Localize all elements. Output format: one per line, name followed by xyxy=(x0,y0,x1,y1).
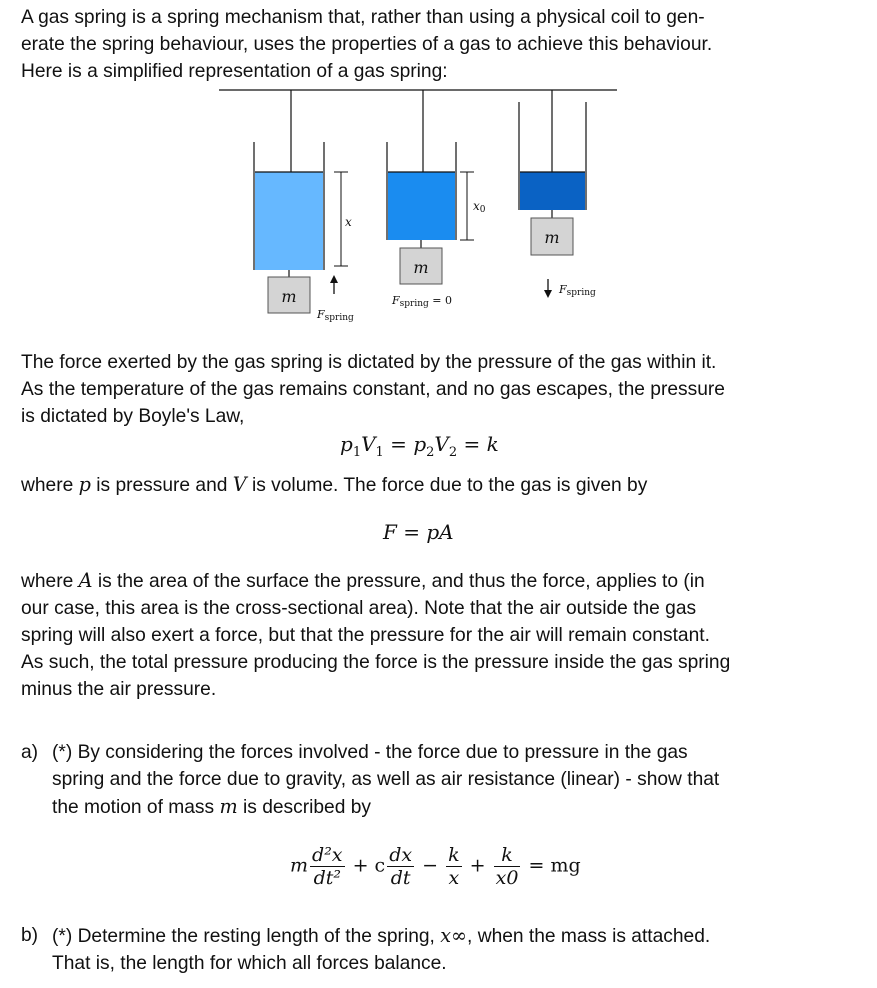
m-symbol: m xyxy=(219,795,238,818)
intro-paragraph xyxy=(21,4,821,85)
mass-label-1: m xyxy=(281,287,297,306)
motion-equation: m $\frac{\text{d²x}}{\text{dt²}}$ + c $\frac{dx}{dt}$ − $\frac{k}{x}$ + $\frac{k}{x0}$ = mg xyxy=(290,844,581,889)
part-a-line-1: (*) By considering the forces involved - the force due to pressure in the gas xyxy=(52,742,688,763)
gas-spring-equilibrium xyxy=(387,90,486,309)
part-a xyxy=(21,739,821,821)
x0-label: x0 xyxy=(473,199,486,215)
part-b-label: b) xyxy=(21,925,39,946)
gas-fill-light xyxy=(255,172,323,270)
gas-fill-dark xyxy=(520,172,585,210)
x-label: x xyxy=(345,215,352,229)
mass-label-3: m xyxy=(544,228,560,247)
arrow-up-icon xyxy=(330,275,338,283)
para2-line-3: is dictated by Boyle's Law, xyxy=(21,406,245,427)
part-b xyxy=(21,922,821,977)
arrow-down-icon xyxy=(544,290,552,298)
v-symbol: V xyxy=(232,473,247,496)
f-spring-zero-label: Fspring = 0 xyxy=(392,294,452,309)
para4-line-2: our case, this area is the cross-sectional area). Note that the air outside the gas xyxy=(21,598,697,619)
p-symbol: p xyxy=(78,473,91,496)
intro-line-2: erate the spring behaviour, uses the properties of a gas to achieve this behaviour. xyxy=(21,34,713,55)
x-infinity-symbol: x∞ xyxy=(440,924,468,947)
mass-label-2: m xyxy=(413,258,429,277)
boyle-intro-paragraph xyxy=(21,349,821,430)
part-a-line-3: the motion of mass m is described by xyxy=(52,795,371,818)
boyle-equation: $p_1V_1 = p_2V_2 = k$ xyxy=(340,432,499,460)
intro-line-3: Here is a simplified representation of a gas spring: xyxy=(21,61,448,82)
intro-line-1: A gas spring is a spring mechanism that, rather than using a physical coil to gen- xyxy=(21,7,705,28)
f-spring-up-label: Fspring xyxy=(317,308,354,323)
part-b-line-2: That is, the length for which all forces balance. xyxy=(52,953,447,974)
gas-fill-mid xyxy=(388,172,455,240)
area-paragraph xyxy=(21,567,821,703)
part-b-line-1: (*) Determine the resting length of the spring, x∞, when the mass is attached. xyxy=(52,924,711,947)
para4-line-3: spring will also exert a force, but that the pressure for the air will remain constant. xyxy=(21,625,710,646)
f-spring-down-label: Fspring xyxy=(559,283,596,298)
para2-line-1: The force exerted by the gas spring is dictated by the pressure of the gas within it. xyxy=(21,352,717,373)
part-a-label: a) xyxy=(21,742,39,763)
gas-spring-compressed xyxy=(519,90,596,298)
para4-line-1: where A is the area of the surface the pressure, and thus the force, applies to (in xyxy=(21,569,705,592)
para4-line-4: As such, the total pressure producing the force is the pressure inside the gas spring xyxy=(21,652,731,673)
gas-spring-extended xyxy=(254,90,354,323)
part-a-line-2: spring and the force due to gravity, as well as air resistance (linear) - show that xyxy=(52,769,720,790)
force-equation: F = pA xyxy=(383,520,454,544)
gas-spring-figure xyxy=(0,80,877,330)
pressure-volume-paragraph: where p is pressure and V is volume. The force due to the gas is given by xyxy=(21,473,648,496)
para4-line-5: minus the air pressure. xyxy=(21,679,217,700)
para2-line-2: As the temperature of the gas remains constant, and no gas escapes, the pressure xyxy=(21,379,725,400)
a-symbol: A xyxy=(78,569,93,592)
